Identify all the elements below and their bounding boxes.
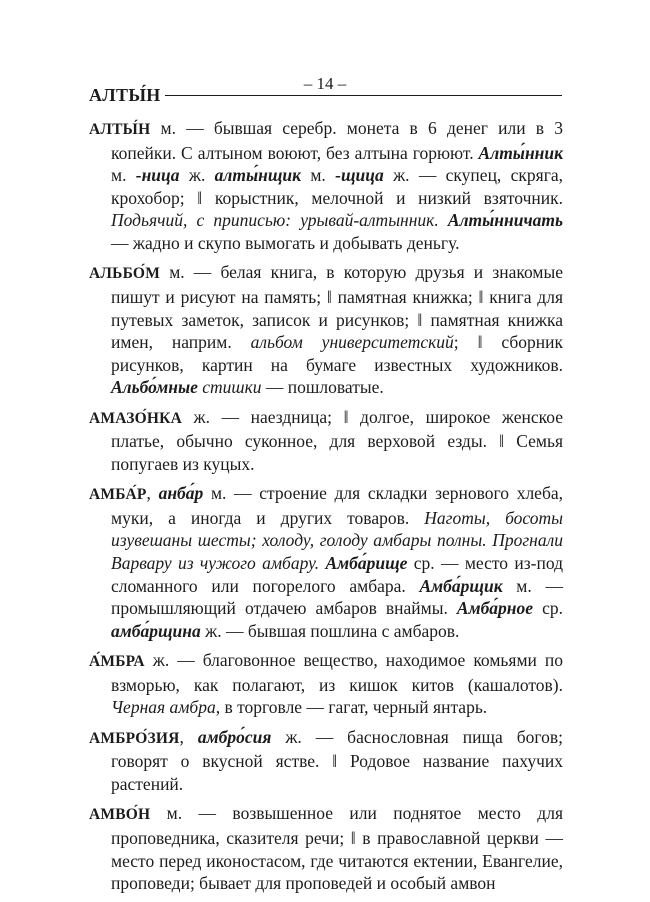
- dictionary-entries: [89, 117, 563, 902]
- derived-term: амба́рщина: [111, 620, 201, 641]
- entry-altyn: [89, 117, 563, 255]
- entry-albom: [89, 261, 563, 399]
- derived-term: амбро́сия: [197, 726, 272, 747]
- headword: АМВО́Н: [89, 806, 151, 824]
- entry-text: — жадно и скупо вымогать и добывать деньгу.: [111, 232, 460, 253]
- italic-text: Наготы, босоты изувешаны шесты; холоду, голоду амбары полны. Прогнали Варвару из чужого амбару.: [111, 507, 563, 574]
- derived-term: анба́р: [158, 483, 204, 504]
- entry-text: м. — белая книга, в которую друзья и знакомые пишут и рисуют на память; ‖ памятная книжка; ‖ книга для путевых заметок, записок и рисунков; ‖ памятная книжка имен, наприм.: [111, 262, 563, 353]
- headword: АЛЬБО́М: [89, 265, 161, 283]
- entry-text: м.: [111, 165, 136, 186]
- entry-amazonka: [89, 406, 563, 476]
- entry-text: м. — промышляющий отдачею амбаров внаймы.: [111, 575, 563, 619]
- entry-text: ж.: [179, 165, 215, 186]
- italic-text: Подьячий, с приписью: урывай-алтынник.: [111, 210, 439, 231]
- derived-term: -ница: [135, 165, 180, 186]
- entry-ambra: [89, 649, 563, 719]
- entry-text: м. — бывшая серебр. монета в 6 денег или в 3 копейки. С алтыном воюют, без алтына горюют.: [111, 118, 563, 163]
- entry-text: ср. — место из-под сломанного или погорелого амбара.: [111, 553, 563, 596]
- entry-text: , в торговле — гагат, черный янтарь.: [215, 697, 488, 718]
- derived-term: Амба́рное: [456, 598, 534, 619]
- italic-text: альбом университетский: [250, 332, 454, 353]
- running-head: АЛТЫ́Н: [89, 85, 161, 105]
- entry-ambar: [89, 482, 563, 642]
- entry-text: ,: [146, 483, 159, 504]
- entry-text: ж. — баснословная пища богов; говорят о вкусной ястве. ‖ Родовое название пахучих растений.: [111, 726, 563, 795]
- derived-term: Алты́нничать: [447, 210, 564, 231]
- entry-text: ; ‖ сборник рисунков, картин на бумаге известных художников.: [111, 332, 564, 375]
- derived-term: алты́нщик: [214, 165, 302, 186]
- page-number: – 14 –: [303, 74, 347, 93]
- derived-term: Амба́рище: [325, 553, 408, 574]
- entry-text: м. — строение для складки зернового хлеба, муки, а иногда и других товаров.: [111, 483, 563, 528]
- entry-text: м. — возвышенное или поднятое место для проповедника, сказителя речи; ‖ в православной церкви — место перед иконостасом, где читаются ектении, Евангелие, проповеди; бывает для проповедей и особый амвон: [111, 803, 563, 894]
- entry-text: [439, 210, 448, 230]
- entry-text: ж. — скупец, скряга, крохобор; ‖ корыстник, мелочной и низкий взяточник.: [111, 165, 564, 208]
- entry-text: ж. — благовонное вещество, находимое комьями по взморью, как полагают, из кишок китов (кашалотов).: [111, 650, 563, 695]
- entry-ambroziya: [89, 726, 563, 796]
- entry-text: ср.: [533, 598, 563, 619]
- headword: АМБРО́ЗИЯ: [89, 729, 180, 747]
- italic-text: Черная амбра: [111, 697, 216, 718]
- headword: А́МБРА: [89, 653, 145, 671]
- header-rule: [165, 95, 562, 96]
- headword: АМАЗО́НКА: [89, 409, 182, 427]
- derived-term: Алты́нник: [478, 142, 563, 163]
- headword: АЛТЫ́Н: [89, 121, 151, 138]
- entry-text: ж. — бывшая пошлина с амбаров.: [200, 620, 460, 641]
- entry-text: ,: [179, 726, 198, 747]
- derived-term: Амба́рщик: [419, 575, 503, 596]
- derived-term: Альбо́мные: [111, 377, 198, 398]
- entry-amvon: [89, 802, 563, 894]
- entry-text: — пошловатые.: [261, 377, 384, 398]
- italic-text: стишки: [202, 377, 262, 398]
- entry-text: м.: [301, 165, 336, 186]
- derived-term: -щица: [335, 165, 384, 186]
- entry-text: ж. — наездница; ‖ долгое, широкое женское платье, обычно суконное, для верховой езды. ‖ Семья попугаев из куцых.: [111, 406, 563, 474]
- headword: АМБА́Р: [89, 486, 147, 504]
